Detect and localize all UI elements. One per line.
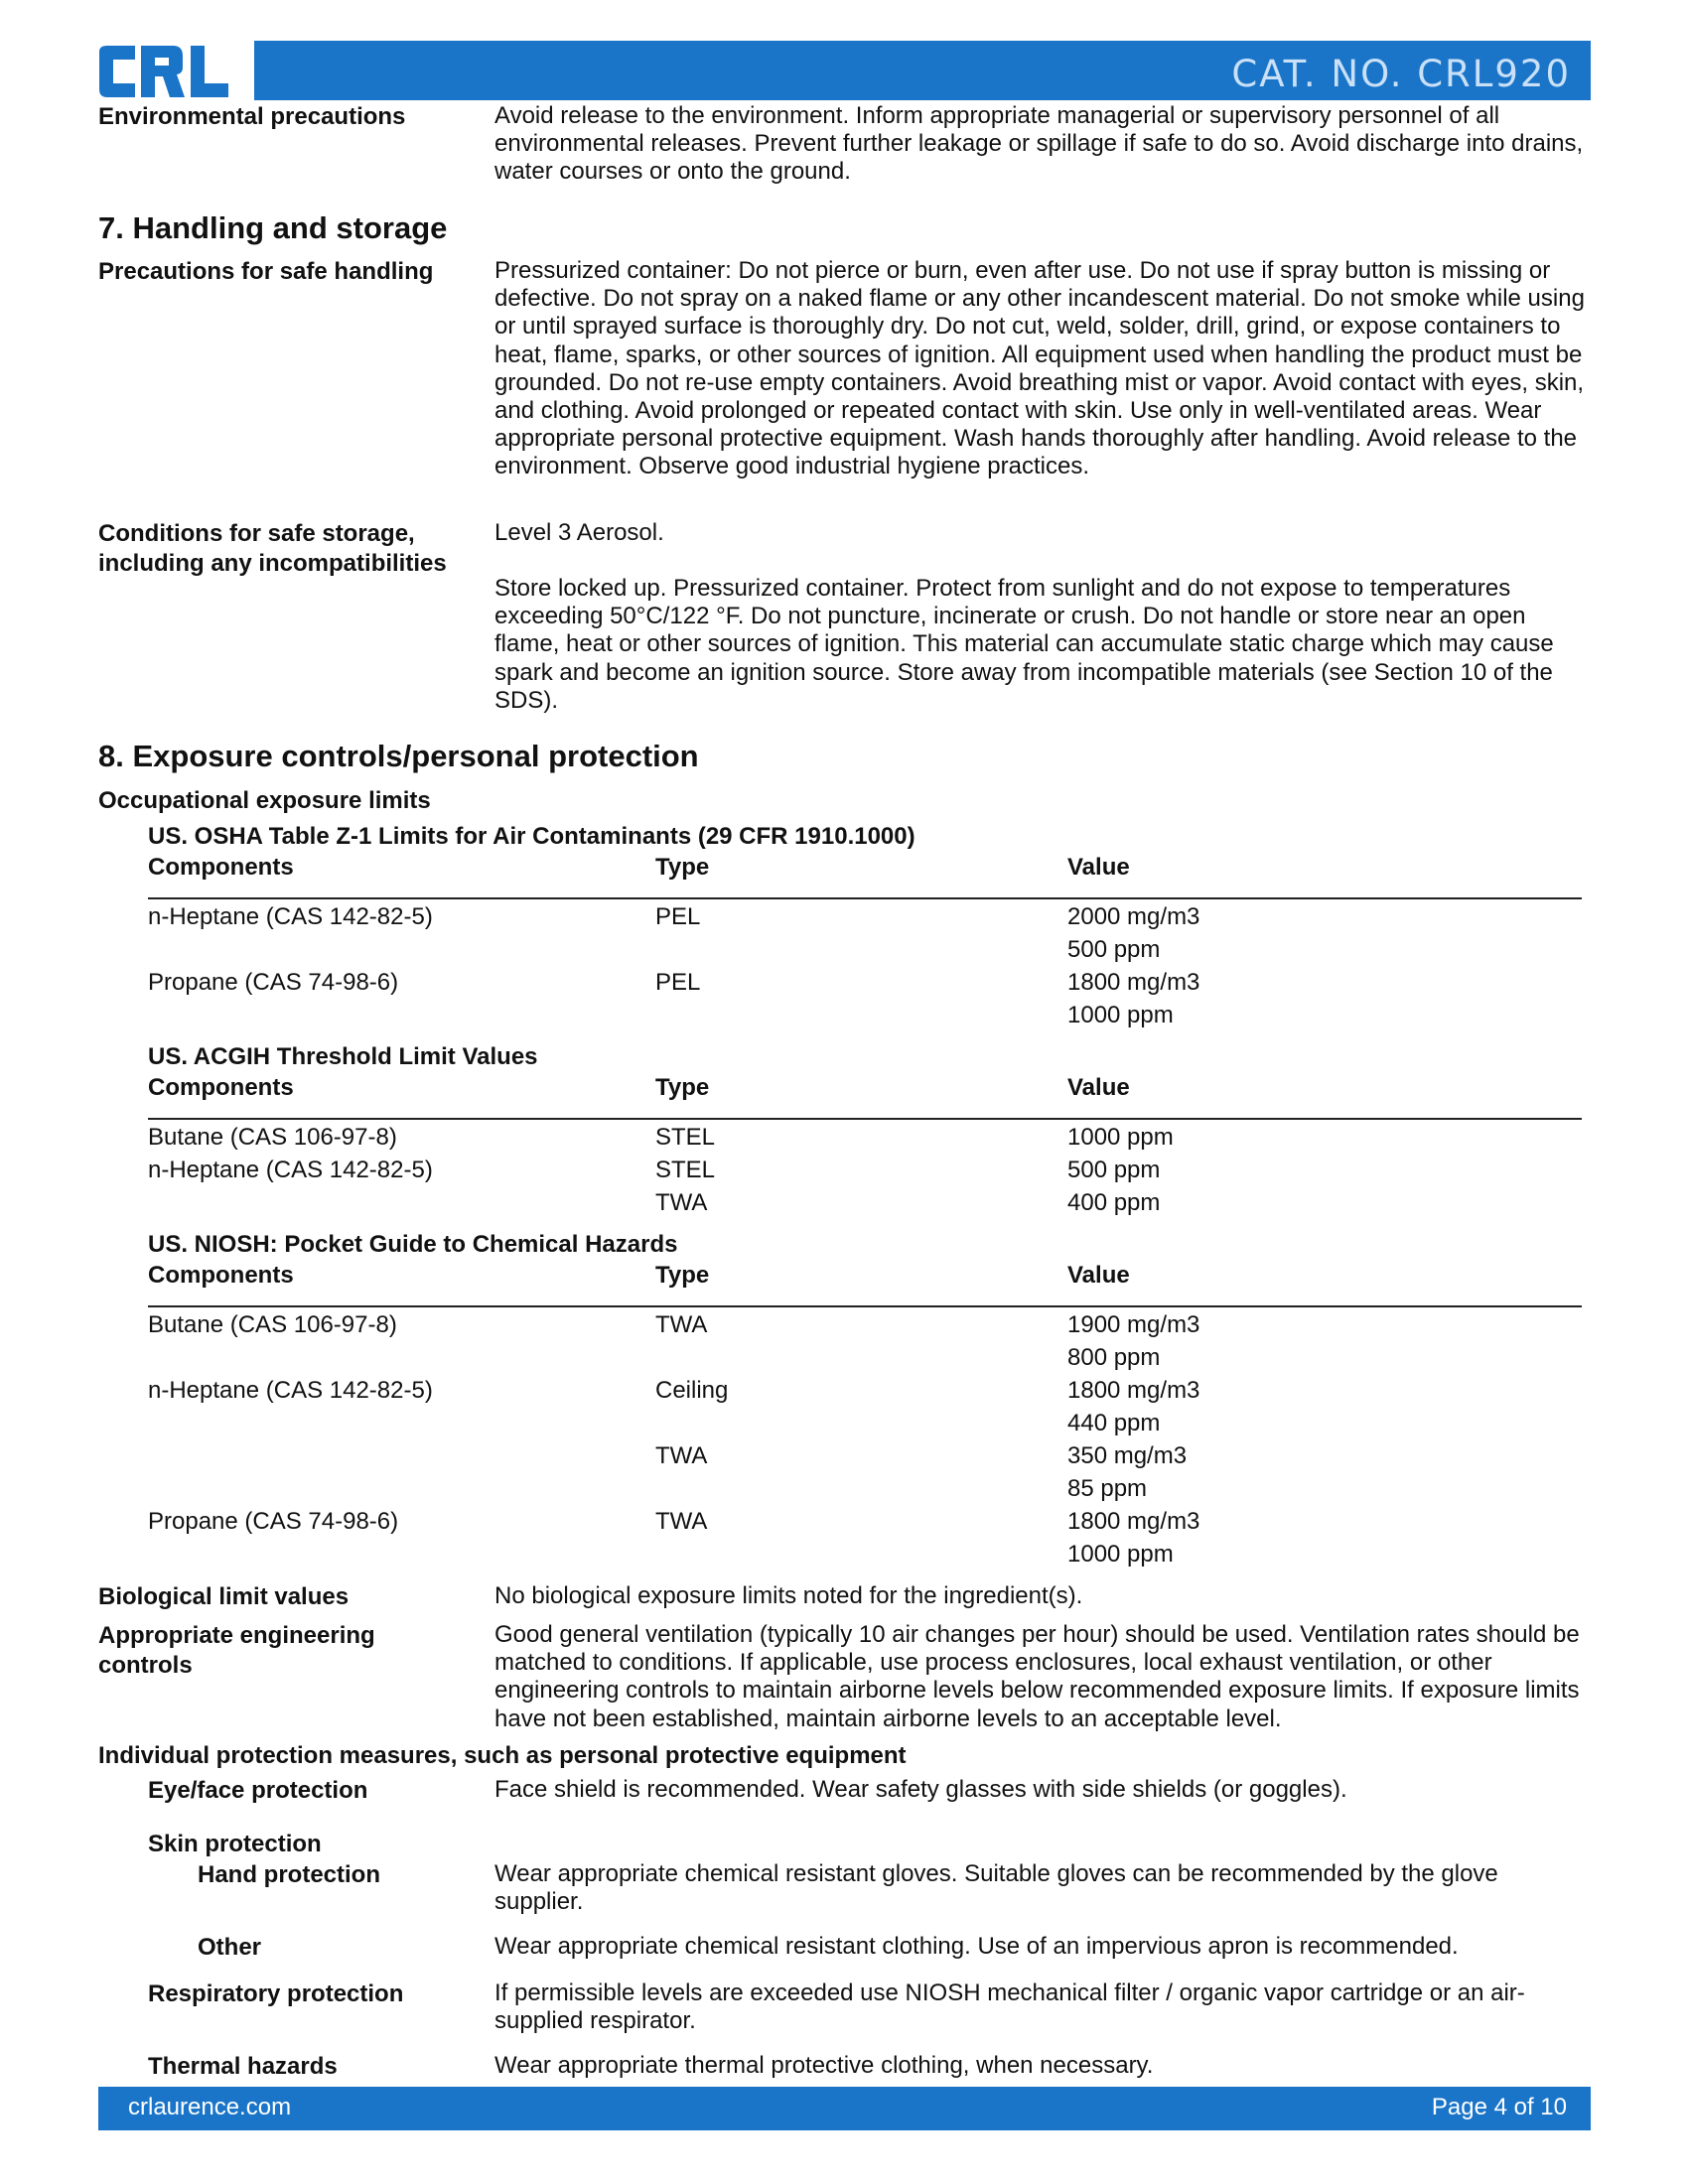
acgih-col-type: Type xyxy=(655,1074,710,1101)
thermal-hazards-label: Thermal hazards xyxy=(148,2053,338,2080)
table-row-value: 1900 mg/m3 xyxy=(1067,1311,1200,1338)
storage-text-level: Level 3 Aerosol. xyxy=(494,519,664,546)
eye-protection-text: Face shield is recommended. Wear safety glasses with side shields (or goggles). xyxy=(494,1776,1347,1803)
table-row-component: n-Heptane (CAS 142-82-5) xyxy=(148,1377,433,1404)
acgih-table-title: US. ACGIH Threshold Limit Values xyxy=(148,1043,538,1070)
table-row-type: STEL xyxy=(655,1157,716,1183)
osha-col-type: Type xyxy=(655,854,710,881)
storage-label-line2: including any incompatibilities xyxy=(98,550,447,577)
env-precautions-text: Avoid release to the environment. Inform appropriate managerial or supervisory personnel of all environmental releases. Prevent further leakage or spillage if safe to do so. Avoid discharge into drains, water courses or onto the ground. xyxy=(494,102,1584,186)
acgih-header-rule xyxy=(148,1118,1582,1120)
table-row-component: Butane (CAS 106-97-8) xyxy=(148,1311,397,1338)
osha-header-rule xyxy=(148,897,1582,899)
other-protection-label: Other xyxy=(198,1934,262,1961)
table-row-component: n-Heptane (CAS 142-82-5) xyxy=(148,903,433,930)
section-7-heading: 7. Handling and storage xyxy=(98,210,448,245)
niosh-header-rule xyxy=(148,1305,1582,1307)
niosh-col-components: Components xyxy=(148,1262,294,1289)
skin-protection-label: Skin protection xyxy=(148,1831,322,1857)
section-8-heading: 8. Exposure controls/personal protection xyxy=(98,739,699,773)
osha-col-components: Components xyxy=(148,854,294,881)
table-row-type: TWA xyxy=(655,1442,708,1469)
table-row-value: 440 ppm xyxy=(1067,1410,1161,1436)
table-row-value: 1000 ppm xyxy=(1067,1541,1174,1568)
table-row-component: Butane (CAS 106-97-8) xyxy=(148,1124,397,1151)
eng-controls-text: Good general ventilation (typically 10 air changes per hour) should be used. Ventilation rates should be matched to conditions. If applicable, use process enclosures, local exhaust ventilation, or other engineering controls to maintain airborne levels below recommended exposure limits. If exposure limits have not been established, maintain airborne levels to an acceptable level. xyxy=(494,1621,1580,1732)
table-row-value: 500 ppm xyxy=(1067,1157,1161,1183)
table-row-value: 800 ppm xyxy=(1067,1344,1161,1371)
respiratory-protection-text: If permissible levels are exceeded use NIOSH mechanical filter / organic vapor cartridge or an air-supplied respirator. xyxy=(494,1979,1525,2035)
table-row-type: PEL xyxy=(655,903,701,930)
eng-controls-label-line1: Appropriate engineering xyxy=(98,1622,375,1649)
bio-limits-label: Biological limit values xyxy=(98,1583,350,1610)
other-protection-text: Wear appropriate chemical resistant clothing. Use of an impervious apron is recommended. xyxy=(494,1933,1459,1960)
footer-bar xyxy=(98,2087,1591,2130)
niosh-table-title: US. NIOSH: Pocket Guide to Chemical Hazards xyxy=(148,1231,678,1258)
table-row-type: TWA xyxy=(655,1508,708,1535)
niosh-col-type: Type xyxy=(655,1262,710,1289)
niosh-col-value: Value xyxy=(1067,1262,1130,1289)
table-row-value: 400 ppm xyxy=(1067,1189,1161,1216)
table-row-component: Propane (CAS 74-98-6) xyxy=(148,969,399,996)
hand-protection-text: Wear appropriate chemical resistant gloves. Suitable gloves can be recommended by the glove supplier. xyxy=(494,1860,1498,1916)
bio-limits-text: No biological exposure limits noted for the ingredient(s). xyxy=(494,1582,1083,1609)
crl-logo-icon xyxy=(95,44,230,99)
eye-protection-label: Eye/face protection xyxy=(148,1777,368,1804)
hand-protection-label: Hand protection xyxy=(198,1861,380,1888)
table-row-type: TWA xyxy=(655,1189,708,1216)
table-row-type: Ceiling xyxy=(655,1377,729,1404)
page-number: Page 4 of 10 xyxy=(1431,2094,1567,2120)
acgih-col-value: Value xyxy=(1067,1074,1130,1101)
table-row-value: 1800 mg/m3 xyxy=(1067,1508,1200,1535)
header-bar xyxy=(254,41,1591,100)
table-row-type: STEL xyxy=(655,1124,716,1151)
ppe-label: Individual protection measures, such as personal protective equipment xyxy=(98,1742,907,1769)
table-row-type: TWA xyxy=(655,1311,708,1338)
acgih-col-components: Components xyxy=(148,1074,294,1101)
storage-text: Store locked up. Pressurized container. Protect from sunlight and do not expose to temperatures exceeding 50°C/122 °F. Do not puncture, incinerate or crush. Do not handle or store near an open flame, heat or other sources of ignition. This material can accumulate static charge which may cause spark and become an ignition source. Store away from incompatible materials (see Section 10 of the SDS). xyxy=(494,575,1554,714)
respiratory-protection-label: Respiratory protection xyxy=(148,1980,404,2007)
oel-label: Occupational exposure limits xyxy=(98,787,431,814)
osha-table-title: US. OSHA Table Z-1 Limits for Air Contaminants (29 CFR 1910.1000) xyxy=(148,823,915,850)
env-precautions-label: Environmental precautions xyxy=(98,103,406,130)
website-link[interactable]: crlaurence.com xyxy=(128,2094,292,2120)
table-row-component: n-Heptane (CAS 142-82-5) xyxy=(148,1157,433,1183)
table-row-value: 350 mg/m3 xyxy=(1067,1442,1188,1469)
osha-col-value: Value xyxy=(1067,854,1130,881)
eng-controls-label-line2: controls xyxy=(98,1652,193,1679)
table-row-value: 85 ppm xyxy=(1067,1475,1148,1502)
table-row-type: PEL xyxy=(655,969,701,996)
table-row-value: 500 ppm xyxy=(1067,936,1161,963)
catalog-number: CAT. NO. CRL920 xyxy=(1231,53,1571,95)
thermal-hazards-text: Wear appropriate thermal protective clothing, when necessary. xyxy=(494,2052,1154,2079)
table-row-value: 2000 mg/m3 xyxy=(1067,903,1200,930)
table-row-value: 1800 mg/m3 xyxy=(1067,1377,1200,1404)
table-row-value: 1000 ppm xyxy=(1067,1124,1174,1151)
table-row-component: Propane (CAS 74-98-6) xyxy=(148,1508,399,1535)
table-row-value: 1000 ppm xyxy=(1067,1002,1174,1028)
handling-text: Pressurized container: Do not pierce or burn, even after use. Do not use if spray button is missing or defective. Do not spray on a naked flame or any other incandescent material. Do not smoke while using or until sprayed surface is thoroughly dry. Do not cut, weld, solder, drill, grind, or expose containers to heat, flame, sparks, or other sources of ignition. All equipment used when handling the product must be grounded. Do not re-use empty containers. Avoid breathing mist or vapor. Avoid contact with eyes, skin, and clothing. Avoid prolonged or repeated contact with skin. Use only in well-ventilated areas. Wear appropriate personal protective equipment. Wash hands thoroughly after handling. Avoid release to the environment. Observe good industrial hygiene practices. xyxy=(494,257,1585,480)
handling-label: Precautions for safe handling xyxy=(98,258,434,285)
storage-label-line1: Conditions for safe storage, xyxy=(98,520,415,547)
table-row-value: 1800 mg/m3 xyxy=(1067,969,1200,996)
